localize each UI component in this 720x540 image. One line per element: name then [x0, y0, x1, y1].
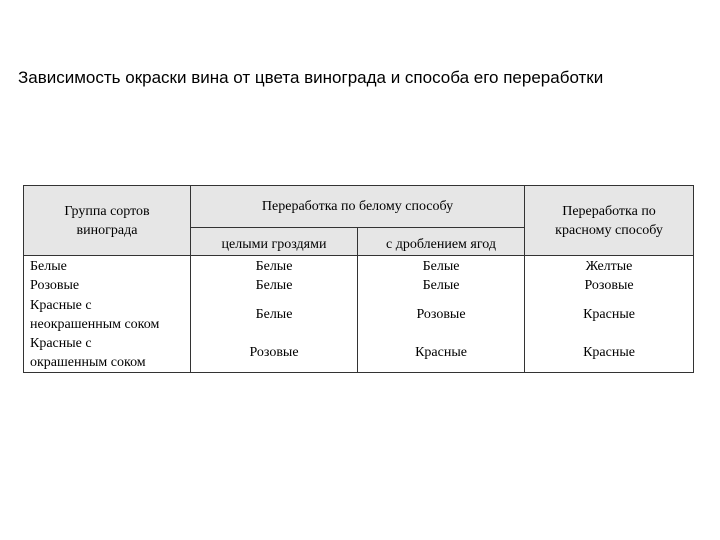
- header-red-method: Переработка по красному способу: [525, 186, 694, 256]
- cell-group: Белые Розовые: [24, 256, 191, 296]
- wine-color-table: [23, 185, 694, 373]
- table-row: [24, 334, 694, 373]
- cell-red: Красные: [525, 334, 694, 373]
- header-grape-group: Группа сортов винограда: [24, 186, 191, 256]
- table-row: [24, 296, 694, 334]
- cell-red: Красные: [525, 296, 694, 334]
- cell-crushed: Розовые: [358, 296, 525, 334]
- subheader-whole-clusters: целыми гроздями: [191, 228, 358, 256]
- cell-group: Красные с окрашенным соком: [24, 334, 191, 373]
- cell-whole: Белые: [191, 296, 358, 334]
- cell-whole: Белые Белые: [191, 256, 358, 296]
- cell-group: Красные с неокрашенным соком: [24, 296, 191, 334]
- cell-crushed: Белые Белые: [358, 256, 525, 296]
- table-row: [24, 256, 694, 296]
- page-title: Зависимость окраски вина от цвета винограда и способа его переработки: [18, 68, 604, 87]
- cell-whole: Розовые: [191, 334, 358, 373]
- subheader-crushed-berries: с дроблением ягод: [358, 228, 525, 256]
- cell-red: Желтые Розовые: [525, 256, 694, 296]
- header-white-method: Переработка по белому способу: [191, 186, 525, 228]
- cell-crushed: Красные: [358, 334, 525, 373]
